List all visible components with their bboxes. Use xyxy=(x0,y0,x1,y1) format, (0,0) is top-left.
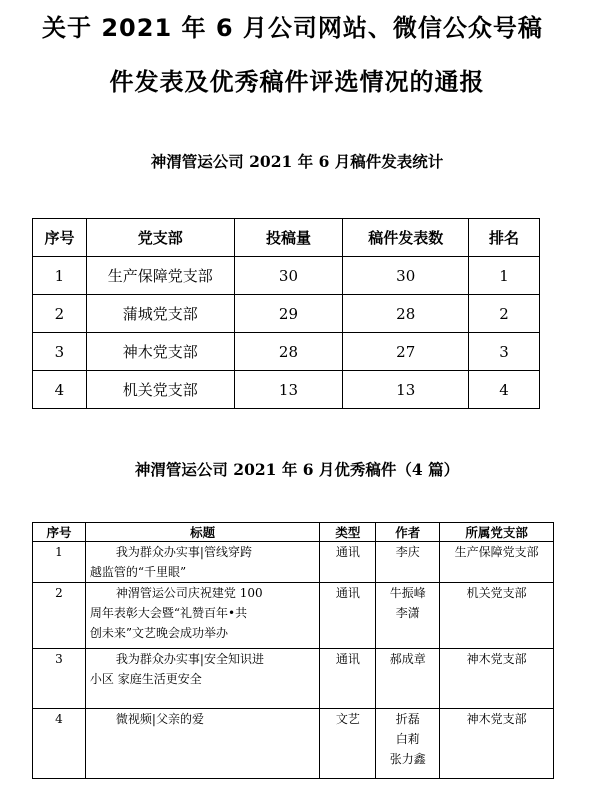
article-title-text: 创未来”文艺晚会成功举办 xyxy=(89,626,229,640)
article-author: 白莉 xyxy=(395,732,420,746)
article-title-line xyxy=(90,649,316,669)
articles-header-cell: 标题 xyxy=(85,523,320,542)
article-author: 郝成章 xyxy=(389,652,426,666)
stats-cell: 1 xyxy=(33,257,87,295)
article-number: 3 xyxy=(33,649,86,709)
article-authors xyxy=(376,583,440,649)
article-branch: 生产保障党支部 xyxy=(440,542,554,583)
articles-row xyxy=(33,542,554,583)
article-branch: 神木党支部 xyxy=(440,649,554,709)
stats-header-cell: 投稿量 xyxy=(234,219,343,257)
article-title-line xyxy=(90,709,316,729)
articles-header-cell: 类型 xyxy=(320,523,376,542)
stats-cell: 13 xyxy=(234,371,343,409)
article-type: 通讯 xyxy=(320,583,376,649)
article-title-text: 越监管的“千里眼” xyxy=(89,565,187,579)
article-title xyxy=(85,649,320,709)
stats-header-cell: 排名 xyxy=(469,219,540,257)
article-title-line xyxy=(90,669,316,689)
article-type: 通讯 xyxy=(320,649,376,709)
stats-table-caption: 神渭管运公司 2021 年 6 月稿件发表统计 xyxy=(150,152,444,171)
stats-cell: 27 xyxy=(343,333,469,371)
stats-header-cell: 党支部 xyxy=(86,219,234,257)
stats-row xyxy=(33,371,540,409)
article-title xyxy=(85,709,320,779)
article-title-text: 神渭管运公司庆祝建党 100 xyxy=(115,586,263,600)
articles-header-row xyxy=(33,523,554,542)
article-title xyxy=(85,542,320,583)
article-title-text: 微视频|父亲的爱 xyxy=(115,712,204,726)
articles-row xyxy=(33,649,554,709)
stats-table xyxy=(32,218,540,409)
stats-cell: 30 xyxy=(343,257,469,295)
article-title-line xyxy=(90,562,316,582)
article-title-text: 我为群众办实事|安全知识进 xyxy=(115,652,264,666)
article-author: 李庆 xyxy=(395,545,420,559)
article-branch: 神木党支部 xyxy=(440,709,554,779)
article-author: 张力鑫 xyxy=(389,752,426,766)
article-author: 李潇 xyxy=(395,606,420,620)
article-type: 文艺 xyxy=(320,709,376,779)
doc-title-line-2: 件发表及优秀稿件评选情况的通报 xyxy=(109,68,485,96)
article-title-line xyxy=(90,623,316,643)
article-title-text: 我为群众办实事|管线穿跨 xyxy=(115,545,252,559)
article-branch: 机关党支部 xyxy=(440,583,554,649)
article-number: 4 xyxy=(33,709,86,779)
articles-header-cell: 所属党支部 xyxy=(440,523,554,542)
stats-cell: 28 xyxy=(234,333,343,371)
article-title-line xyxy=(90,583,316,603)
article-authors xyxy=(376,649,440,709)
stats-cell: 28 xyxy=(343,295,469,333)
articles-table-caption: 神渭管运公司 2021 年 6 月优秀稿件（4 篇） xyxy=(134,460,460,479)
article-title xyxy=(85,583,320,649)
stats-cell: 30 xyxy=(234,257,343,295)
stats-row xyxy=(33,333,540,371)
stats-header-cell: 序号 xyxy=(33,219,87,257)
articles-table xyxy=(32,522,554,779)
article-type: 通讯 xyxy=(320,542,376,583)
articles-header-cell: 作者 xyxy=(376,523,440,542)
stats-header-cell: 稿件发表数 xyxy=(343,219,469,257)
stats-cell: 2 xyxy=(33,295,87,333)
article-authors xyxy=(376,709,440,779)
stats-cell: 蒲城党支部 xyxy=(86,295,234,333)
article-title-text: 小区 家庭生活更安全 xyxy=(89,672,202,686)
articles-row xyxy=(33,709,554,779)
stats-header-row xyxy=(33,219,540,257)
stats-cell: 4 xyxy=(469,371,540,409)
article-author: 牛振峰 xyxy=(389,586,426,600)
stats-cell: 1 xyxy=(469,257,540,295)
article-title-line xyxy=(90,603,316,623)
article-author: 折磊 xyxy=(395,712,420,726)
stats-cell: 生产保障党支部 xyxy=(86,257,234,295)
article-authors xyxy=(376,542,440,583)
stats-cell: 神木党支部 xyxy=(86,333,234,371)
article-number: 2 xyxy=(33,583,86,649)
article-title-text: 周年表彰大会暨“礼赞百年•共 xyxy=(89,606,248,620)
stats-cell: 13 xyxy=(343,371,469,409)
stats-cell: 29 xyxy=(234,295,343,333)
doc-title-line-1: 关于 2021 年 6 月公司网站、微信公众号稿 xyxy=(42,14,543,42)
article-title-line xyxy=(90,542,316,562)
stats-row xyxy=(33,295,540,333)
stats-row xyxy=(33,257,540,295)
stats-cell: 4 xyxy=(33,371,87,409)
articles-row xyxy=(33,583,554,649)
stats-cell: 2 xyxy=(469,295,540,333)
articles-header-cell: 序号 xyxy=(33,523,86,542)
stats-cell: 机关党支部 xyxy=(86,371,234,409)
article-number: 1 xyxy=(33,542,86,583)
stats-cell: 3 xyxy=(469,333,540,371)
stats-cell: 3 xyxy=(33,333,87,371)
